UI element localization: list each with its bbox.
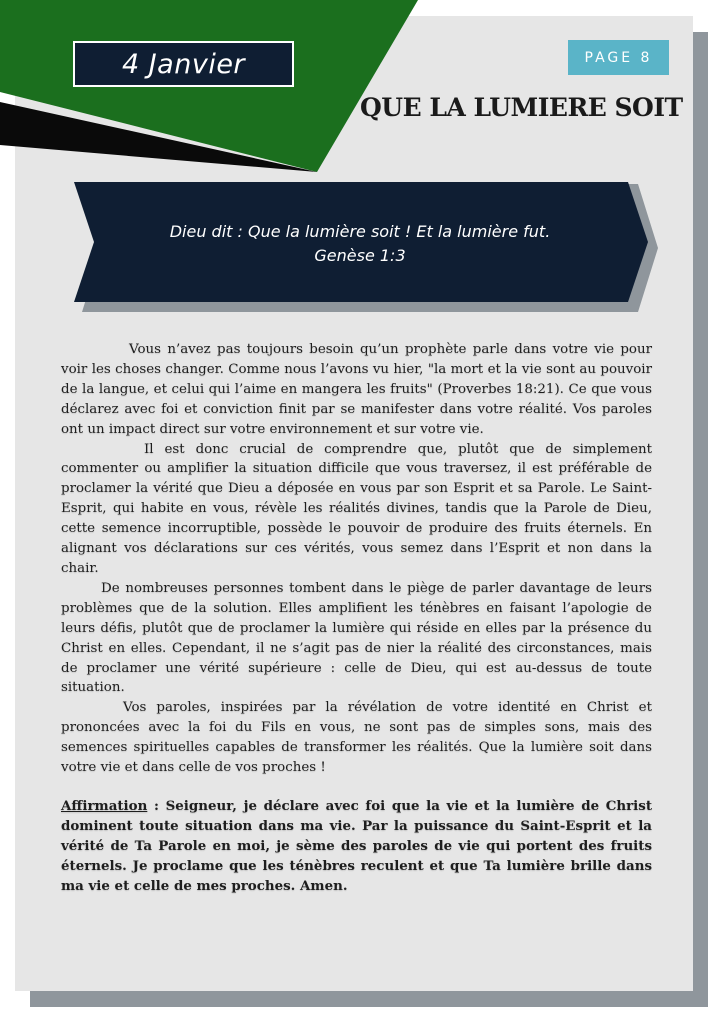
verse-reference: Genèse 1:3 xyxy=(314,246,406,265)
corner-decoration xyxy=(0,0,420,175)
verse-line: Dieu dit : Que la lumière soit ! Et la lumière fut. xyxy=(169,222,551,241)
page-number-badge: PAGE 8 xyxy=(568,40,669,75)
paragraph-3: De nombreuses personnes tombent dans le piège de parler davantage de leurs problèmes que de la solution. Elles amplifient les ténèbres en faisant l’apologie de leurs défis, plutôt que de proclamer la lumière qui réside en elles par la présence du Christ en elles. Cependant, il ne s’agit pas de nier la réalité des circonstances, mais de proclamer une vérité supérieure : celle de Dieu, qui est au-dessus de toute situation. xyxy=(61,580,652,696)
paragraph-2: Il est donc crucial de comprendre que, plutôt que de simplement commenter ou amplifier la situation difficile que vous traversez, il est préférable de proclamer la vérité que Dieu a déposée en vous par son Esprit et sa Parole. Le Saint-Esprit, qui habite en vous, révèle les réalités divines, tandis que la Parole de Dieu, cette semence incorruptible, possède le pouvoir de produire des fruits éternels. En alignant vos déclarations sur ces vérités, vous semez dans l’Esprit et non dans la chair. xyxy=(61,441,652,576)
verse-text xyxy=(110,220,610,268)
paragraph-4: Vos paroles, inspirées par la révélation de votre identité en Christ et prononcées avec la foi du Fils en vous, ne sont pas de simples sons, mais des semences spirituelles capables de transformer les réalités. Que la lumière soit dans votre vie et dans celle de vos proches ! xyxy=(61,700,652,776)
date-label: 4 Janvier xyxy=(73,41,294,87)
paragraph-1: Vous n’avez pas toujours besoin qu’un prophète parle dans votre vie pour voir les choses changer. Comme nous l’avons vu hier, "la mort et la vie sont au pouvoir de la langue, et celui qui l’aime en mangera les fruits" (Proverbes 18:21). Ce que vous déclarez avec foi et conviction finit par se manifester dans votre réalité. Vos paroles ont un impact direct sur votre environnement et sur votre vie. xyxy=(61,342,652,437)
page-title: QUE LA LUMIERE SOIT xyxy=(360,93,683,122)
devotional-body xyxy=(61,340,652,896)
affirmation xyxy=(61,797,652,897)
affirmation-label: Affirmation xyxy=(61,797,148,814)
affirmation-text: : Seigneur, je déclare avec foi que la vie et la lumière de Christ dominent toute situation dans ma vie. Par la puissance du Saint-Esprit et la vérité de Ta Parole en moi, je sème des paroles de vie qui portent des fruits éternels. Je proclame que les ténèbres reculent et que Ta lumière brille dans ma vie et celle de mes proches. Amen. xyxy=(61,797,652,894)
